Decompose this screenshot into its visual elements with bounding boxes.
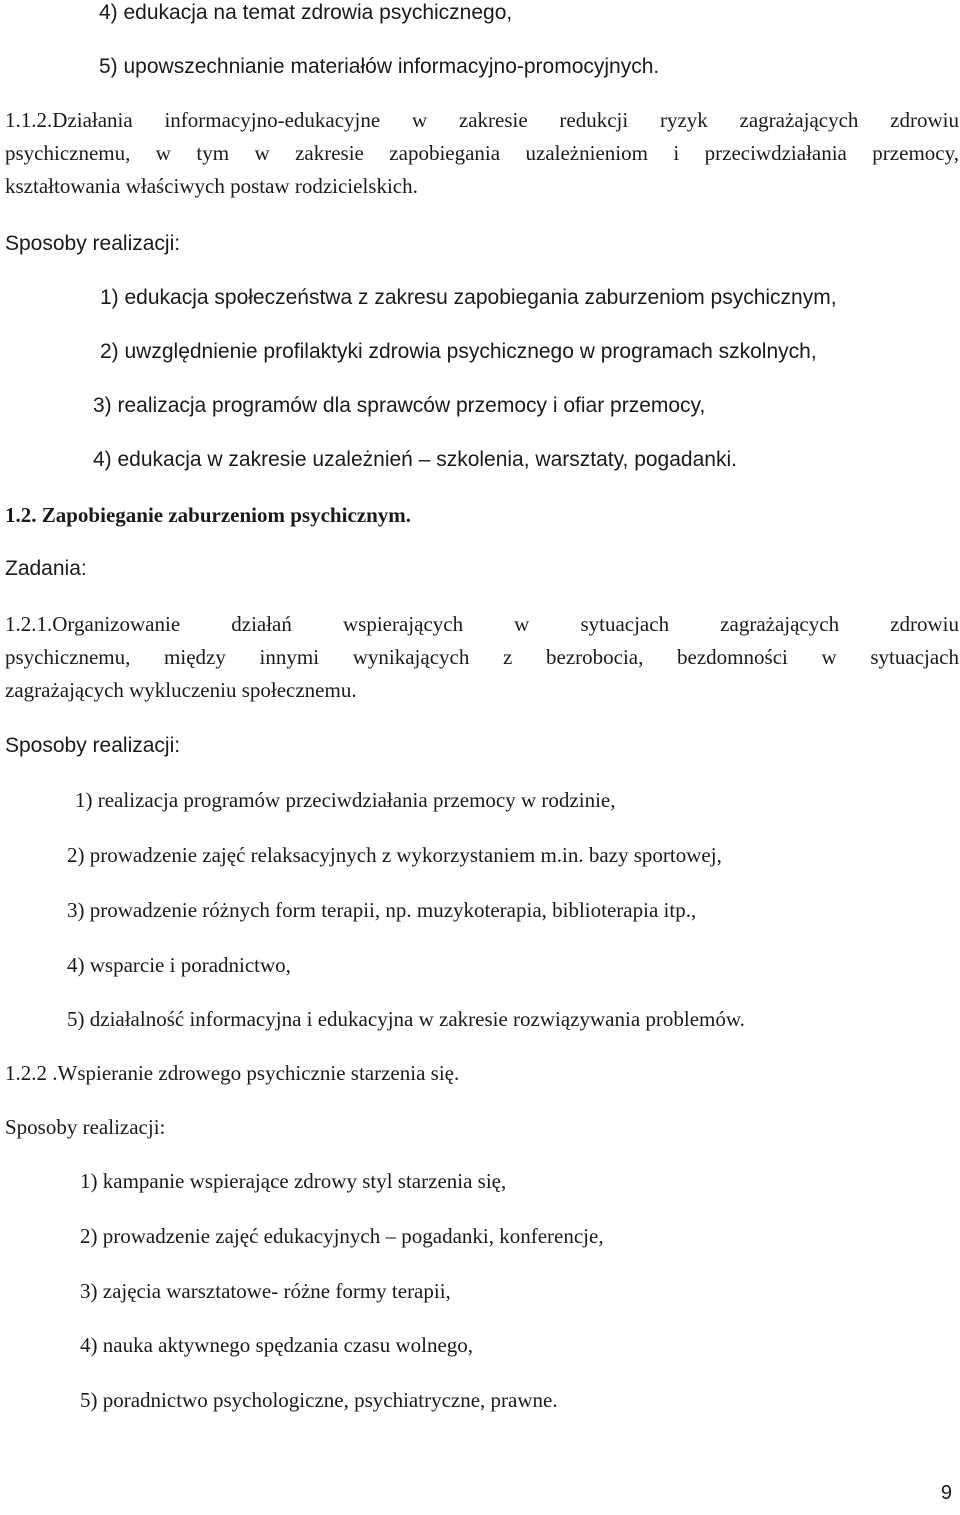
list-item: 3) zajęcia warsztatowe- różne formy terapii, bbox=[80, 1279, 451, 1303]
list-item: 5) upowszechnianie materiałów informacyjno-promocyjnych. bbox=[99, 55, 660, 78]
list-item: 1) edukacja społeczeństwa z zakresu zapobiegania zaburzeniom psychicznym, bbox=[100, 286, 837, 309]
list-item: 4) nauka aktywnego spędzania czasu wolnego, bbox=[80, 1333, 474, 1357]
list-item: 2) prowadzenie zajęć edukacyjnych – pogadanki, konferencje, bbox=[80, 1224, 604, 1248]
list-item: 1) kampanie wspierające zdrowy styl starzenia się, bbox=[80, 1169, 507, 1193]
paragraph-line: zagrażających wykluczeniu społecznemu. bbox=[5, 678, 357, 702]
list-item: 2) prowadzenie zajęć relaksacyjnych z wykorzystaniem m.in. bazy sportowej, bbox=[67, 843, 722, 867]
methods-label: Sposoby realizacji: bbox=[5, 1115, 166, 1139]
paragraph-line: 1.2.1.Organizowanie działań wspierających w sytuacjach zagrażających zdrowiu bbox=[5, 612, 959, 636]
paragraph-line: 1.1.2.Działania informacyjno-edukacyjne w zakresie redukcji ryzyk zagrażających zdrowiu bbox=[5, 108, 959, 132]
list-item: 4) edukacja w zakresie uzależnień – szkolenia, warsztaty, pogadanki. bbox=[93, 448, 737, 471]
section-heading: 1.2. Zapobieganie zaburzeniom psychicznym. bbox=[5, 503, 412, 527]
list-item: 4) edukacja na temat zdrowia psychicznego, bbox=[99, 1, 513, 24]
task-2-title: 1.2.2 .Wspieranie zdrowego psychicznie starzenia się. bbox=[5, 1061, 460, 1085]
list-item: 3) prowadzenie różnych form terapii, np. muzykoterapia, biblioterapia itp., bbox=[67, 898, 697, 922]
methods-label: Sposoby realizacji: bbox=[5, 734, 181, 757]
list-item: 1) realizacja programów przeciwdziałania przemocy w rodzinie, bbox=[75, 788, 616, 812]
page-number: 9 bbox=[940, 1482, 952, 1504]
paragraph-line: psychicznemu, między innymi wynikających z bezrobocia, bezdomności w sytuacjach bbox=[5, 645, 959, 669]
paragraph-line: kształtowania właściwych postaw rodzicielskich. bbox=[5, 174, 418, 198]
section-1-1-2-paragraph bbox=[5, 104, 959, 203]
methods-label: Sposoby realizacji: bbox=[5, 232, 181, 255]
list-item: 4) wsparcie i poradnictwo, bbox=[67, 953, 291, 977]
list-item: 2) uwzględnienie profilaktyki zdrowia psychicznego w programach szkolnych, bbox=[100, 340, 817, 363]
paragraph-line: psychicznemu, w tym w zakresie zapobiegania uzależnieniom i przeciwdziałania przemocy, bbox=[5, 141, 959, 165]
list-item: 5) działalność informacyjna i edukacyjna w zakresie rozwiązywania problemów. bbox=[67, 1007, 745, 1031]
list-item: 3) realizacja programów dla sprawców przemocy i ofiar przemocy, bbox=[93, 394, 706, 417]
list-item: 5) poradnictwo psychologiczne, psychiatryczne, prawne. bbox=[80, 1388, 558, 1412]
task-1-paragraph bbox=[5, 608, 959, 707]
tasks-label: Zadania: bbox=[5, 557, 87, 580]
